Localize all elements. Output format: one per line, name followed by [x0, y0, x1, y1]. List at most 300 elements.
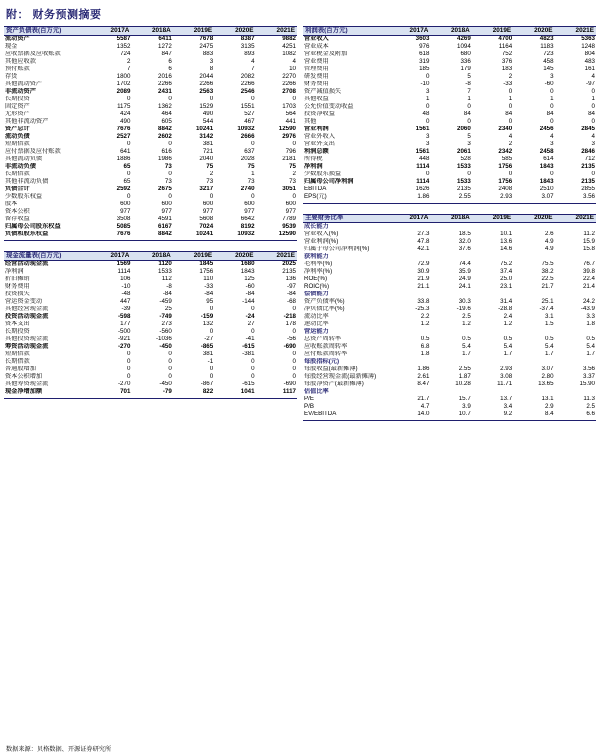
table-row [303, 156, 596, 164]
row-value [555, 223, 596, 231]
table-row [303, 373, 596, 381]
row-value: 0 [425, 73, 430, 80]
row-value: 7 [467, 88, 471, 95]
table-header-row [303, 214, 596, 223]
row-value: 1.5 [544, 320, 554, 328]
row-value: 0 [550, 170, 554, 178]
row-value: 527 [244, 110, 255, 118]
row-label: 毛利率(%) [304, 260, 333, 268]
row-value: 605 [161, 118, 172, 125]
row-value: 2340 [498, 125, 513, 133]
table-header-year: 2017A [389, 214, 430, 223]
row-value: 381 [202, 140, 214, 148]
table-row [303, 291, 596, 299]
row-value: -97 [287, 283, 296, 290]
row-value: -615 [242, 380, 255, 388]
row-value: 1569 [116, 260, 131, 268]
row-label: 获利能力 [304, 253, 329, 260]
row-value: 1533 [457, 178, 471, 185]
row-value: 585 [501, 155, 513, 163]
table-row [4, 103, 297, 111]
row-value: 600 [285, 200, 296, 208]
row-value: 0 [251, 305, 255, 313]
table-row [303, 238, 596, 246]
row-value: 3 [591, 140, 595, 148]
row-value: 2602 [158, 133, 172, 140]
row-value: -68 [287, 298, 296, 305]
row-value: 5363 [581, 35, 595, 43]
row-value: 2266 [199, 80, 214, 88]
row-value: 1 [425, 95, 430, 103]
row-value: 5587 [116, 35, 131, 43]
row-value [389, 253, 430, 261]
row-value: 0 [209, 328, 214, 335]
row-value: 30.9 [417, 268, 430, 275]
row-value: 4 [591, 73, 595, 80]
table-row [4, 358, 297, 366]
row-value [513, 253, 554, 261]
table-header-year: 2017A [389, 27, 430, 36]
row-label: 利润总额 [304, 148, 329, 155]
row-label: 普通股增加 [5, 365, 36, 373]
row-value: 11.2 [583, 230, 595, 238]
row-value: 2855 [581, 185, 595, 193]
row-label: 每股指标(元) [304, 358, 340, 365]
row-value: 8192 [240, 223, 255, 230]
table-row [303, 81, 596, 89]
table-row [303, 253, 596, 261]
row-value [555, 388, 596, 396]
table-row [4, 268, 297, 276]
row-value: 319 [419, 58, 430, 65]
row-value: 2181 [282, 155, 296, 163]
table-row [4, 118, 297, 126]
left-column [4, 26, 297, 421]
table-row [303, 268, 596, 276]
table-header-year: 2019E [173, 27, 214, 36]
row-value: 178 [285, 320, 296, 328]
table-header-year: 2020E [513, 27, 554, 36]
table-row [303, 163, 596, 171]
row-value: 31.4 [500, 298, 513, 305]
row-value: 1094 [457, 43, 471, 50]
row-value: -450 [159, 380, 172, 388]
row-value: 47.8 [417, 238, 430, 245]
row-value: 13.6 [500, 238, 513, 245]
row-label: 固定资产 [5, 103, 30, 110]
row-value: 2135 [581, 178, 595, 185]
rule [4, 396, 297, 399]
right-column [303, 26, 596, 421]
row-value: 724 [120, 50, 131, 58]
row-value: 2135 [282, 268, 296, 275]
row-value: 483 [584, 58, 595, 65]
table-row [4, 306, 297, 314]
table-header-row [4, 27, 297, 36]
row-value: 27 [247, 320, 255, 328]
row-value: 0 [168, 350, 172, 358]
row-value: 600 [120, 200, 131, 208]
row-value: 0 [425, 103, 430, 110]
row-value: 2.55 [458, 365, 471, 373]
row-value [430, 328, 471, 336]
row-label: 资本公积增加 [5, 373, 43, 380]
row-value: 977 [161, 208, 172, 215]
row-value: -921 [118, 335, 131, 343]
table-header-year: 2020E [214, 27, 255, 36]
row-value: 7 [251, 65, 255, 73]
row-label: 预付账款 [5, 65, 30, 73]
row-value: 12590 [278, 230, 296, 238]
row-label: 其他流动负债 [5, 155, 43, 163]
table-row [4, 35, 297, 43]
row-value: 0 [126, 373, 131, 380]
row-value: 1.7 [503, 350, 513, 358]
row-value: 977 [120, 208, 131, 215]
row-value: 1114 [416, 163, 430, 170]
row-value: 822 [202, 388, 214, 395]
row-value: 65 [123, 178, 131, 185]
row-value: 0 [591, 103, 595, 110]
table-header-year: 2020E [513, 214, 554, 223]
row-value: -48 [121, 290, 131, 298]
row-value: 1756 [498, 178, 513, 185]
table-row [4, 88, 297, 96]
row-value: 25 [164, 305, 172, 313]
row-value: 0 [126, 170, 131, 178]
row-value: 0 [209, 365, 214, 373]
row-value: 0 [168, 95, 172, 103]
row-value: -24 [245, 313, 255, 320]
row-value: 5.4 [462, 343, 471, 350]
row-label: 投资损失 [5, 290, 30, 298]
row-value: 1175 [117, 103, 131, 110]
row-label: 股本 [5, 200, 18, 208]
row-value: 1551 [240, 103, 255, 110]
row-value: -218 [283, 313, 296, 320]
row-value: 1120 [158, 260, 172, 268]
row-label: 短期借款 [5, 350, 30, 358]
row-value: 0 [209, 95, 214, 103]
row-value: 0 [467, 118, 471, 125]
row-value: 10.7 [458, 410, 471, 418]
row-value: 3.56 [582, 365, 595, 373]
row-value: 1352 [116, 43, 131, 50]
row-value: 7676 [116, 230, 131, 238]
table-row [4, 111, 297, 119]
row-value: 1117 [282, 388, 296, 395]
row-value [430, 358, 471, 366]
row-label: 净利润 [5, 268, 24, 275]
row-value: -97 [586, 80, 595, 88]
row-value: 1 [508, 95, 513, 103]
row-label: 营业成本 [304, 43, 329, 50]
table-row [4, 260, 297, 268]
row-label: ROE(%) [304, 275, 328, 283]
row-value: -8 [166, 283, 172, 290]
table-row [303, 186, 596, 194]
row-value: 1702 [116, 80, 131, 88]
row-value [555, 358, 596, 366]
row-value: 2.2 [420, 313, 430, 320]
row-value: 10932 [237, 125, 255, 133]
row-value: 22.5 [541, 275, 554, 283]
row-value: 1800 [116, 73, 131, 80]
row-value: 145 [543, 65, 554, 73]
row-value: 0 [425, 118, 430, 125]
row-value [472, 291, 513, 299]
row-value: 1.86 [417, 193, 430, 200]
row-value: 11.3 [583, 395, 595, 403]
row-label: 公允价值变动收益 [304, 103, 354, 110]
table-row [4, 201, 297, 209]
table-row [4, 148, 297, 156]
page-title: 附： 财务预测摘要 [6, 9, 102, 21]
table-row [303, 171, 596, 179]
row-value [472, 223, 513, 231]
row-value: 0 [126, 358, 131, 365]
row-label: 投资净收益 [304, 110, 335, 118]
row-value: -144 [242, 298, 255, 305]
row-value: 24.2 [582, 298, 595, 305]
row-value: 2 [508, 73, 513, 80]
table-row [4, 96, 297, 104]
row-value [430, 388, 471, 396]
row-value [513, 388, 554, 396]
row-value: 21.1 [417, 283, 430, 290]
row-value: 1561 [415, 148, 430, 155]
row-value: 0 [168, 365, 172, 373]
row-value: 1845 [199, 260, 214, 268]
table-header-year: 2017A [90, 252, 131, 261]
row-value: 21.9 [417, 275, 430, 283]
table-row [303, 126, 596, 134]
row-label: 其他收益 [304, 95, 329, 103]
row-value: 73 [164, 178, 172, 185]
row-value: 125 [244, 275, 255, 283]
row-value: 1 [467, 95, 471, 103]
table-header-row [303, 27, 596, 36]
row-value: 1041 [240, 388, 255, 395]
row-value: 564 [285, 110, 296, 118]
row-label: 短期借款 [5, 140, 30, 148]
table-header-row [4, 252, 297, 261]
row-value: 10.1 [500, 230, 513, 238]
row-value: 0 [467, 170, 471, 178]
row-value: 2675 [158, 185, 172, 193]
table-row [4, 141, 297, 149]
row-value: 15.9 [582, 238, 595, 245]
row-value: 24.1 [458, 283, 471, 290]
row-value: 0 [126, 95, 131, 103]
row-value: 4823 [539, 35, 554, 43]
table-row [4, 163, 297, 171]
row-value [513, 223, 554, 231]
row-value: 977 [244, 208, 255, 215]
row-value: 4 [251, 58, 255, 65]
row-label: P/B [304, 403, 314, 410]
row-value: 4591 [158, 215, 172, 223]
row-label: 流动资产 [5, 35, 30, 43]
row-value: 0 [251, 328, 255, 335]
row-value: 2060 [457, 125, 471, 133]
row-value: 37.6 [458, 245, 471, 253]
row-value: 544 [202, 118, 214, 125]
row-value: 33.8 [417, 298, 430, 305]
row-value: 1986 [158, 155, 172, 163]
row-value: 110 [203, 275, 214, 283]
row-label: 财务费用 [304, 80, 329, 88]
row-label: 每股收益(最新摊薄) [304, 365, 358, 373]
row-value: 177 [120, 320, 131, 328]
row-value: 6167 [158, 223, 172, 230]
row-value: 2 [126, 58, 131, 65]
row-value: 12590 [278, 125, 296, 133]
row-value: 2456 [539, 125, 554, 133]
row-value: -43.9 [580, 305, 595, 313]
row-value: -28.8 [498, 305, 513, 313]
row-label: 营业收入 [304, 35, 329, 43]
row-value: 1.7 [544, 350, 554, 358]
row-value: 3 [425, 88, 430, 95]
row-value: 0 [126, 140, 131, 148]
row-value: 8.4 [544, 410, 554, 418]
row-value: 84 [588, 110, 595, 118]
table-bottom-rule [303, 418, 596, 421]
row-value: 3.56 [582, 193, 595, 200]
row-value: 0 [425, 170, 430, 178]
row-value: 1703 [282, 103, 296, 110]
row-value: 3.4 [503, 403, 513, 410]
row-label: 其他非流动资产 [5, 118, 49, 125]
row-label: 流动负债 [5, 133, 30, 140]
row-value: -39 [121, 305, 131, 313]
row-value: 0 [508, 118, 513, 125]
row-value: 5.4 [544, 343, 554, 350]
row-value: 75 [206, 163, 214, 170]
table-row [303, 328, 596, 336]
table-row [4, 388, 297, 396]
row-value: 30.3 [458, 298, 471, 305]
row-value: 4 [292, 58, 296, 65]
row-value: 490 [202, 110, 214, 118]
row-value: 4269 [457, 35, 471, 43]
table-row [303, 298, 596, 306]
table-row [4, 336, 297, 344]
row-value: 3.07 [541, 193, 554, 200]
row-value: 2.93 [500, 193, 513, 200]
row-value: 0 [251, 373, 255, 380]
row-value: 977 [202, 208, 214, 215]
row-value: 1 [550, 95, 554, 103]
row-value: 2044 [199, 73, 214, 80]
row-value: 2028 [240, 155, 255, 163]
row-value: 1.7 [586, 350, 595, 358]
row-value [513, 328, 554, 336]
table-header-year: 2018A [430, 214, 471, 223]
row-value: 1756 [498, 163, 513, 170]
table-row [303, 43, 596, 51]
row-value: 8.47 [417, 380, 430, 388]
row-value: 2.4 [503, 313, 513, 320]
table-row [303, 88, 596, 96]
row-label: 其他流动资产 [5, 80, 43, 88]
table-header-year: 2021E [555, 27, 596, 36]
row-value: 15.90 [579, 380, 595, 388]
row-label: 应付账款周转率 [304, 350, 348, 358]
row-value: 5608 [199, 215, 214, 223]
row-value: 1533 [158, 268, 172, 275]
table-row [4, 58, 297, 66]
row-value: 796 [285, 148, 296, 155]
row-value: 27.3 [417, 230, 430, 238]
row-value: 7 [126, 65, 131, 73]
row-value: -690 [283, 380, 296, 388]
table-row [4, 298, 297, 306]
row-value: 0 [292, 328, 296, 335]
tables-layout [0, 26, 601, 421]
row-label: 负债和股东权益 [5, 230, 49, 238]
row-value: 2546 [240, 88, 255, 95]
row-value: 76.7 [582, 260, 595, 268]
table-row [4, 223, 297, 231]
row-label: 其他经营现金流 [5, 305, 49, 313]
row-value: 336 [460, 58, 471, 65]
row-value: -270 [118, 343, 131, 350]
row-label: 营运能力 [304, 328, 329, 335]
row-value: 2666 [240, 133, 255, 140]
row-value: 65 [123, 163, 131, 170]
table-row [303, 73, 596, 81]
row-value: 5.4 [586, 343, 595, 350]
row-label: 留存收益 [5, 215, 30, 223]
row-value: 0 [168, 140, 172, 148]
row-value [389, 358, 430, 366]
row-value: 804 [584, 50, 595, 58]
row-value: 0 [126, 365, 131, 373]
row-value [389, 291, 430, 299]
row-value: 18.5 [458, 230, 471, 238]
table-row [303, 178, 596, 186]
table-row [303, 388, 596, 396]
row-value: 3142 [199, 133, 214, 140]
table-header-year: 2021E [256, 252, 297, 261]
row-label: 无形资产 [5, 110, 30, 118]
row-label: 非流动负债 [5, 163, 36, 170]
row-value: 1843 [240, 268, 255, 275]
row-value: 161 [584, 65, 595, 73]
row-value: 273 [161, 320, 172, 328]
table-row [4, 343, 297, 351]
row-value: 3217 [199, 185, 214, 193]
row-value: 1114 [117, 268, 131, 275]
row-value: 75 [289, 163, 296, 170]
row-value: 75 [247, 163, 255, 170]
row-value: 6411 [158, 35, 172, 43]
row-value: 4 [508, 133, 513, 140]
row-value: -33 [204, 283, 214, 290]
row-value: -79 [162, 388, 172, 395]
row-value: 39.8 [582, 268, 595, 275]
row-value: 3603 [415, 35, 430, 43]
table-row [303, 231, 596, 239]
row-label: 归属母公司净利润 [304, 178, 354, 185]
row-label: 其他筹资现金流 [5, 380, 49, 388]
row-value: 0 [467, 103, 471, 110]
row-value: -865 [200, 343, 214, 350]
row-value: 0 [209, 305, 214, 313]
table-row [303, 403, 596, 411]
